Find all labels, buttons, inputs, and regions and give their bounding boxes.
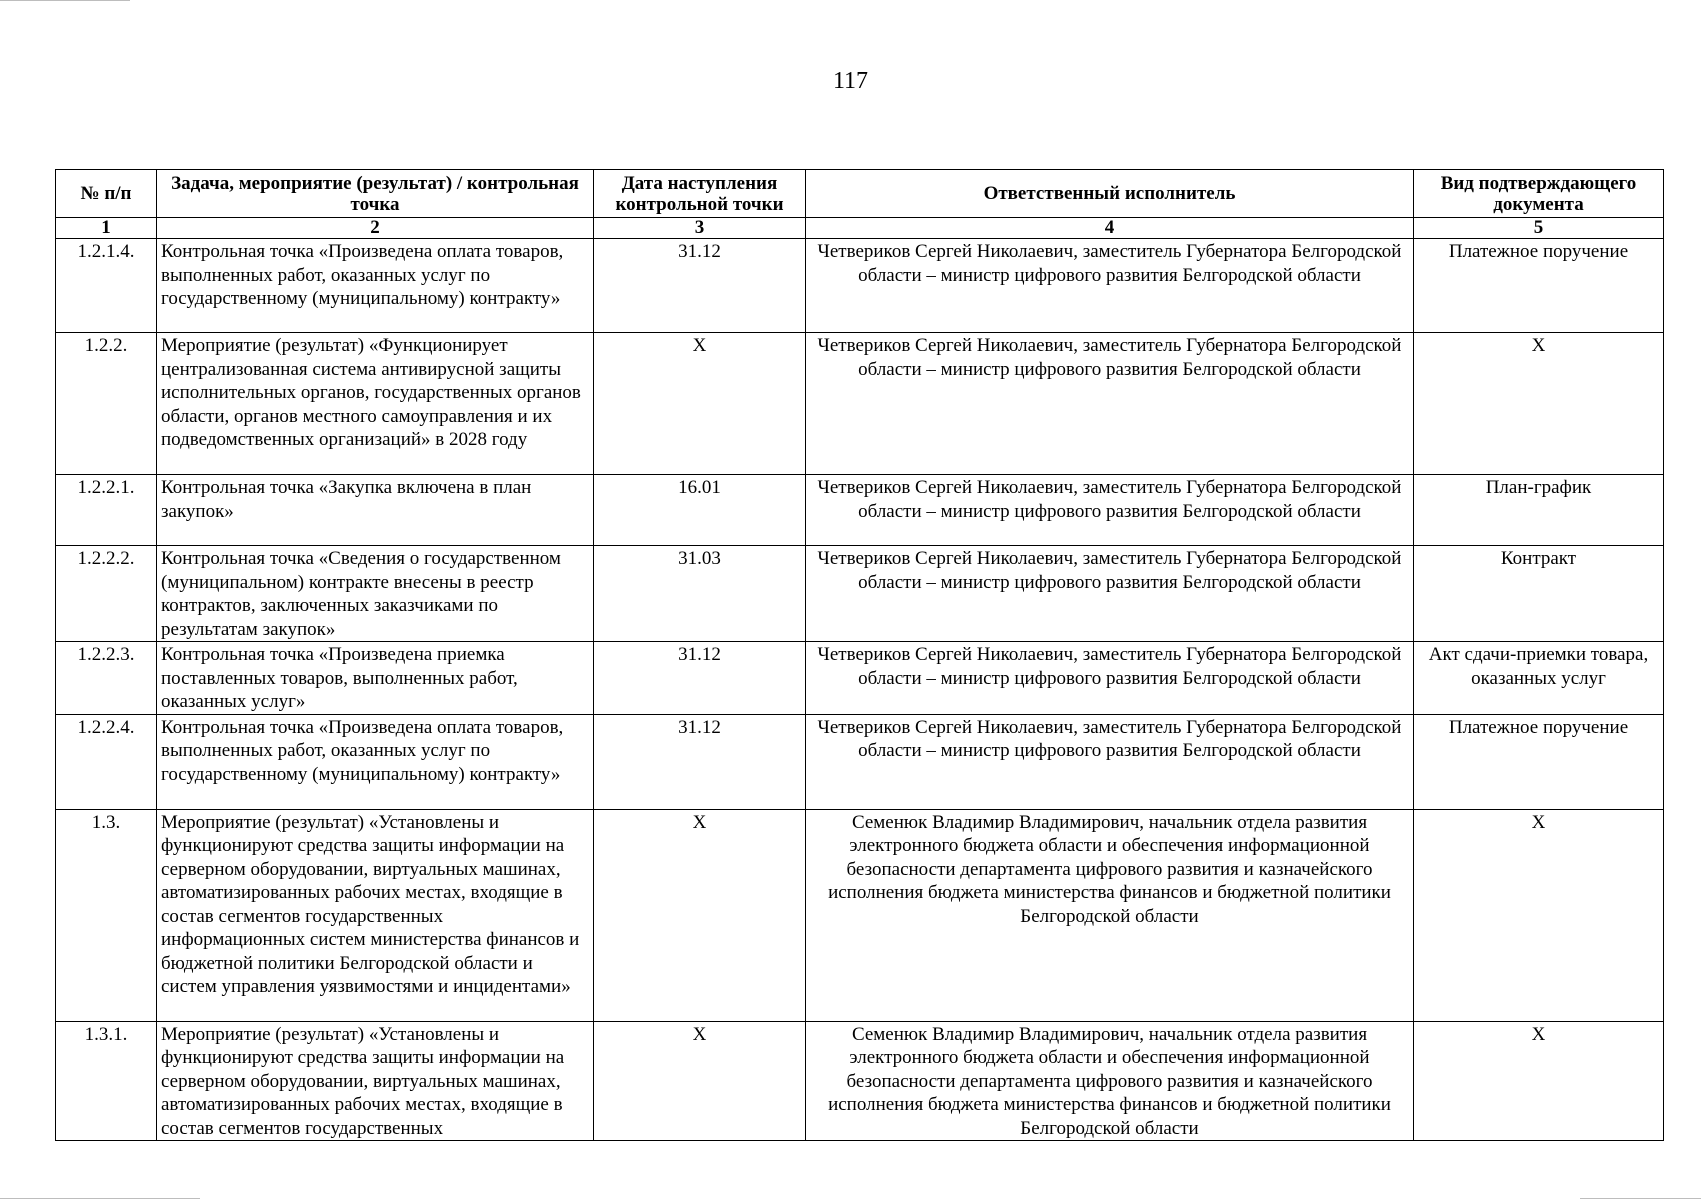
row-date: 16.01 xyxy=(594,475,806,546)
column-number: 4 xyxy=(806,218,1414,239)
row-task: Контрольная точка «Произведена оплата товаров, выполненных работ, оказанных услуг по государственному (муниципальному) контракту» xyxy=(157,714,594,809)
row-date: Х xyxy=(594,809,806,1021)
row-document: Платежное поручение xyxy=(1414,239,1664,333)
row-number: 1.3.1. xyxy=(56,1021,157,1141)
row-document: Контракт xyxy=(1414,546,1664,642)
page-number: 117 xyxy=(832,68,869,94)
table-row xyxy=(56,333,1664,475)
row-date: 31.12 xyxy=(594,714,806,809)
header-date: Дата наступления контрольной точки xyxy=(594,170,806,218)
table-row xyxy=(56,642,1664,715)
row-task: Мероприятие (результат) «Установлены и функционируют средства защиты информации на серверном оборудовании, виртуальных машинах, автоматизированных рабочих местах, входящие в состав сегментов государственных xyxy=(157,1021,594,1141)
row-task: Контрольная точка «Сведения о государственном (муниципальном) контракте внесены в реестр контрактов, заключенных заказчиками по результатам закупок» xyxy=(157,546,594,642)
column-number: 5 xyxy=(1414,218,1664,239)
row-executor: Семенюк Владимир Владимирович, начальник отдела развития электронного бюджета области и обеспечения информационной безопасности департамента цифрового развития и казначейского исполнения бюджета министерства финансов и бюджетной политики Белгородской области xyxy=(806,809,1414,1021)
row-number: 1.2.2.1. xyxy=(56,475,157,546)
table-row xyxy=(56,714,1664,809)
table-row xyxy=(56,239,1664,333)
row-number: 1.2.2.3. xyxy=(56,642,157,715)
column-number: 3 xyxy=(594,218,806,239)
column-number: 2 xyxy=(157,218,594,239)
scan-edge-bottom-right xyxy=(1580,1198,1701,1199)
row-document: Платежное поручение xyxy=(1414,714,1664,809)
row-task: Контрольная точка «Произведена приемка поставленных товаров, выполненных работ, оказанных услуг» xyxy=(157,642,594,715)
row-document: Х xyxy=(1414,333,1664,475)
table-row xyxy=(56,809,1664,1021)
row-executor: Четвериков Сергей Николаевич, заместитель Губернатора Белгородской области – министр цифрового развития Белгородской области xyxy=(806,642,1414,715)
scan-edge-top-left xyxy=(0,0,130,1)
row-document: Х xyxy=(1414,1021,1664,1141)
row-date: 31.12 xyxy=(594,239,806,333)
row-document: План-график xyxy=(1414,475,1664,546)
table-row xyxy=(56,1021,1664,1141)
header-task: Задача, мероприятие (результат) / контрольная точка xyxy=(157,170,594,218)
row-executor: Четвериков Сергей Николаевич, заместитель Губернатора Белгородской области – министр цифрового развития Белгородской области xyxy=(806,333,1414,475)
row-document: Х xyxy=(1414,809,1664,1021)
row-number: 1.2.2. xyxy=(56,333,157,475)
row-executor: Четвериков Сергей Николаевич, заместитель Губернатора Белгородской области – министр цифрового развития Белгородской области xyxy=(806,475,1414,546)
row-task: Контрольная точка «Закупка включена в план закупок» xyxy=(157,475,594,546)
checkpoints-table xyxy=(55,169,1664,1141)
row-document: Акт сдачи-приемки товара, оказанных услуг xyxy=(1414,642,1664,715)
row-number: 1.2.2.2. xyxy=(56,546,157,642)
row-date: 31.12 xyxy=(594,642,806,715)
table-header-row xyxy=(56,170,1664,218)
row-task: Контрольная точка «Произведена оплата товаров, выполненных работ, оказанных услуг по государственному (муниципальному) контракту» xyxy=(157,239,594,333)
row-date: Х xyxy=(594,333,806,475)
table-row xyxy=(56,546,1664,642)
row-executor: Четвериков Сергей Николаевич, заместитель Губернатора Белгородской области – министр цифрового развития Белгородской области xyxy=(806,714,1414,809)
header-number: № п/п xyxy=(56,170,157,218)
column-number: 1 xyxy=(56,218,157,239)
column-numbers-row xyxy=(56,218,1664,239)
row-date: 31.03 xyxy=(594,546,806,642)
scan-edge-bottom-left xyxy=(0,1198,200,1199)
row-number: 1.2.1.4. xyxy=(56,239,157,333)
row-number: 1.2.2.4. xyxy=(56,714,157,809)
row-date: Х xyxy=(594,1021,806,1141)
row-number: 1.3. xyxy=(56,809,157,1021)
header-document: Вид подтверждающего документа xyxy=(1414,170,1664,218)
row-task: Мероприятие (результат) «Установлены и функционируют средства защиты информации на серверном оборудовании, виртуальных машинах, автоматизированных рабочих местах, входящие в состав сегментов государственных информационных систем министерства финансов и бюджетной политики Белгородской области и систем управления уязвимостями и инцидентами» xyxy=(157,809,594,1021)
row-task: Мероприятие (результат) «Функционирует централизованная система антивирусной защиты исполнительных органов, государственных органов области, органов местного самоуправления и их подведомственных организаций» в 2028 году xyxy=(157,333,594,475)
row-executor: Четвериков Сергей Николаевич, заместитель Губернатора Белгородской области – министр цифрового развития Белгородской области xyxy=(806,546,1414,642)
row-executor: Четвериков Сергей Николаевич, заместитель Губернатора Белгородской области – министр цифрового развития Белгородской области xyxy=(806,239,1414,333)
row-executor: Семенюк Владимир Владимирович, начальник отдела развития электронного бюджета области и обеспечения информационной безопасности департамента цифрового развития и казначейского исполнения бюджета министерства финансов и бюджетной политики Белгородской области xyxy=(806,1021,1414,1141)
header-executor: Ответственный исполнитель xyxy=(806,170,1414,218)
table-row xyxy=(56,475,1664,546)
